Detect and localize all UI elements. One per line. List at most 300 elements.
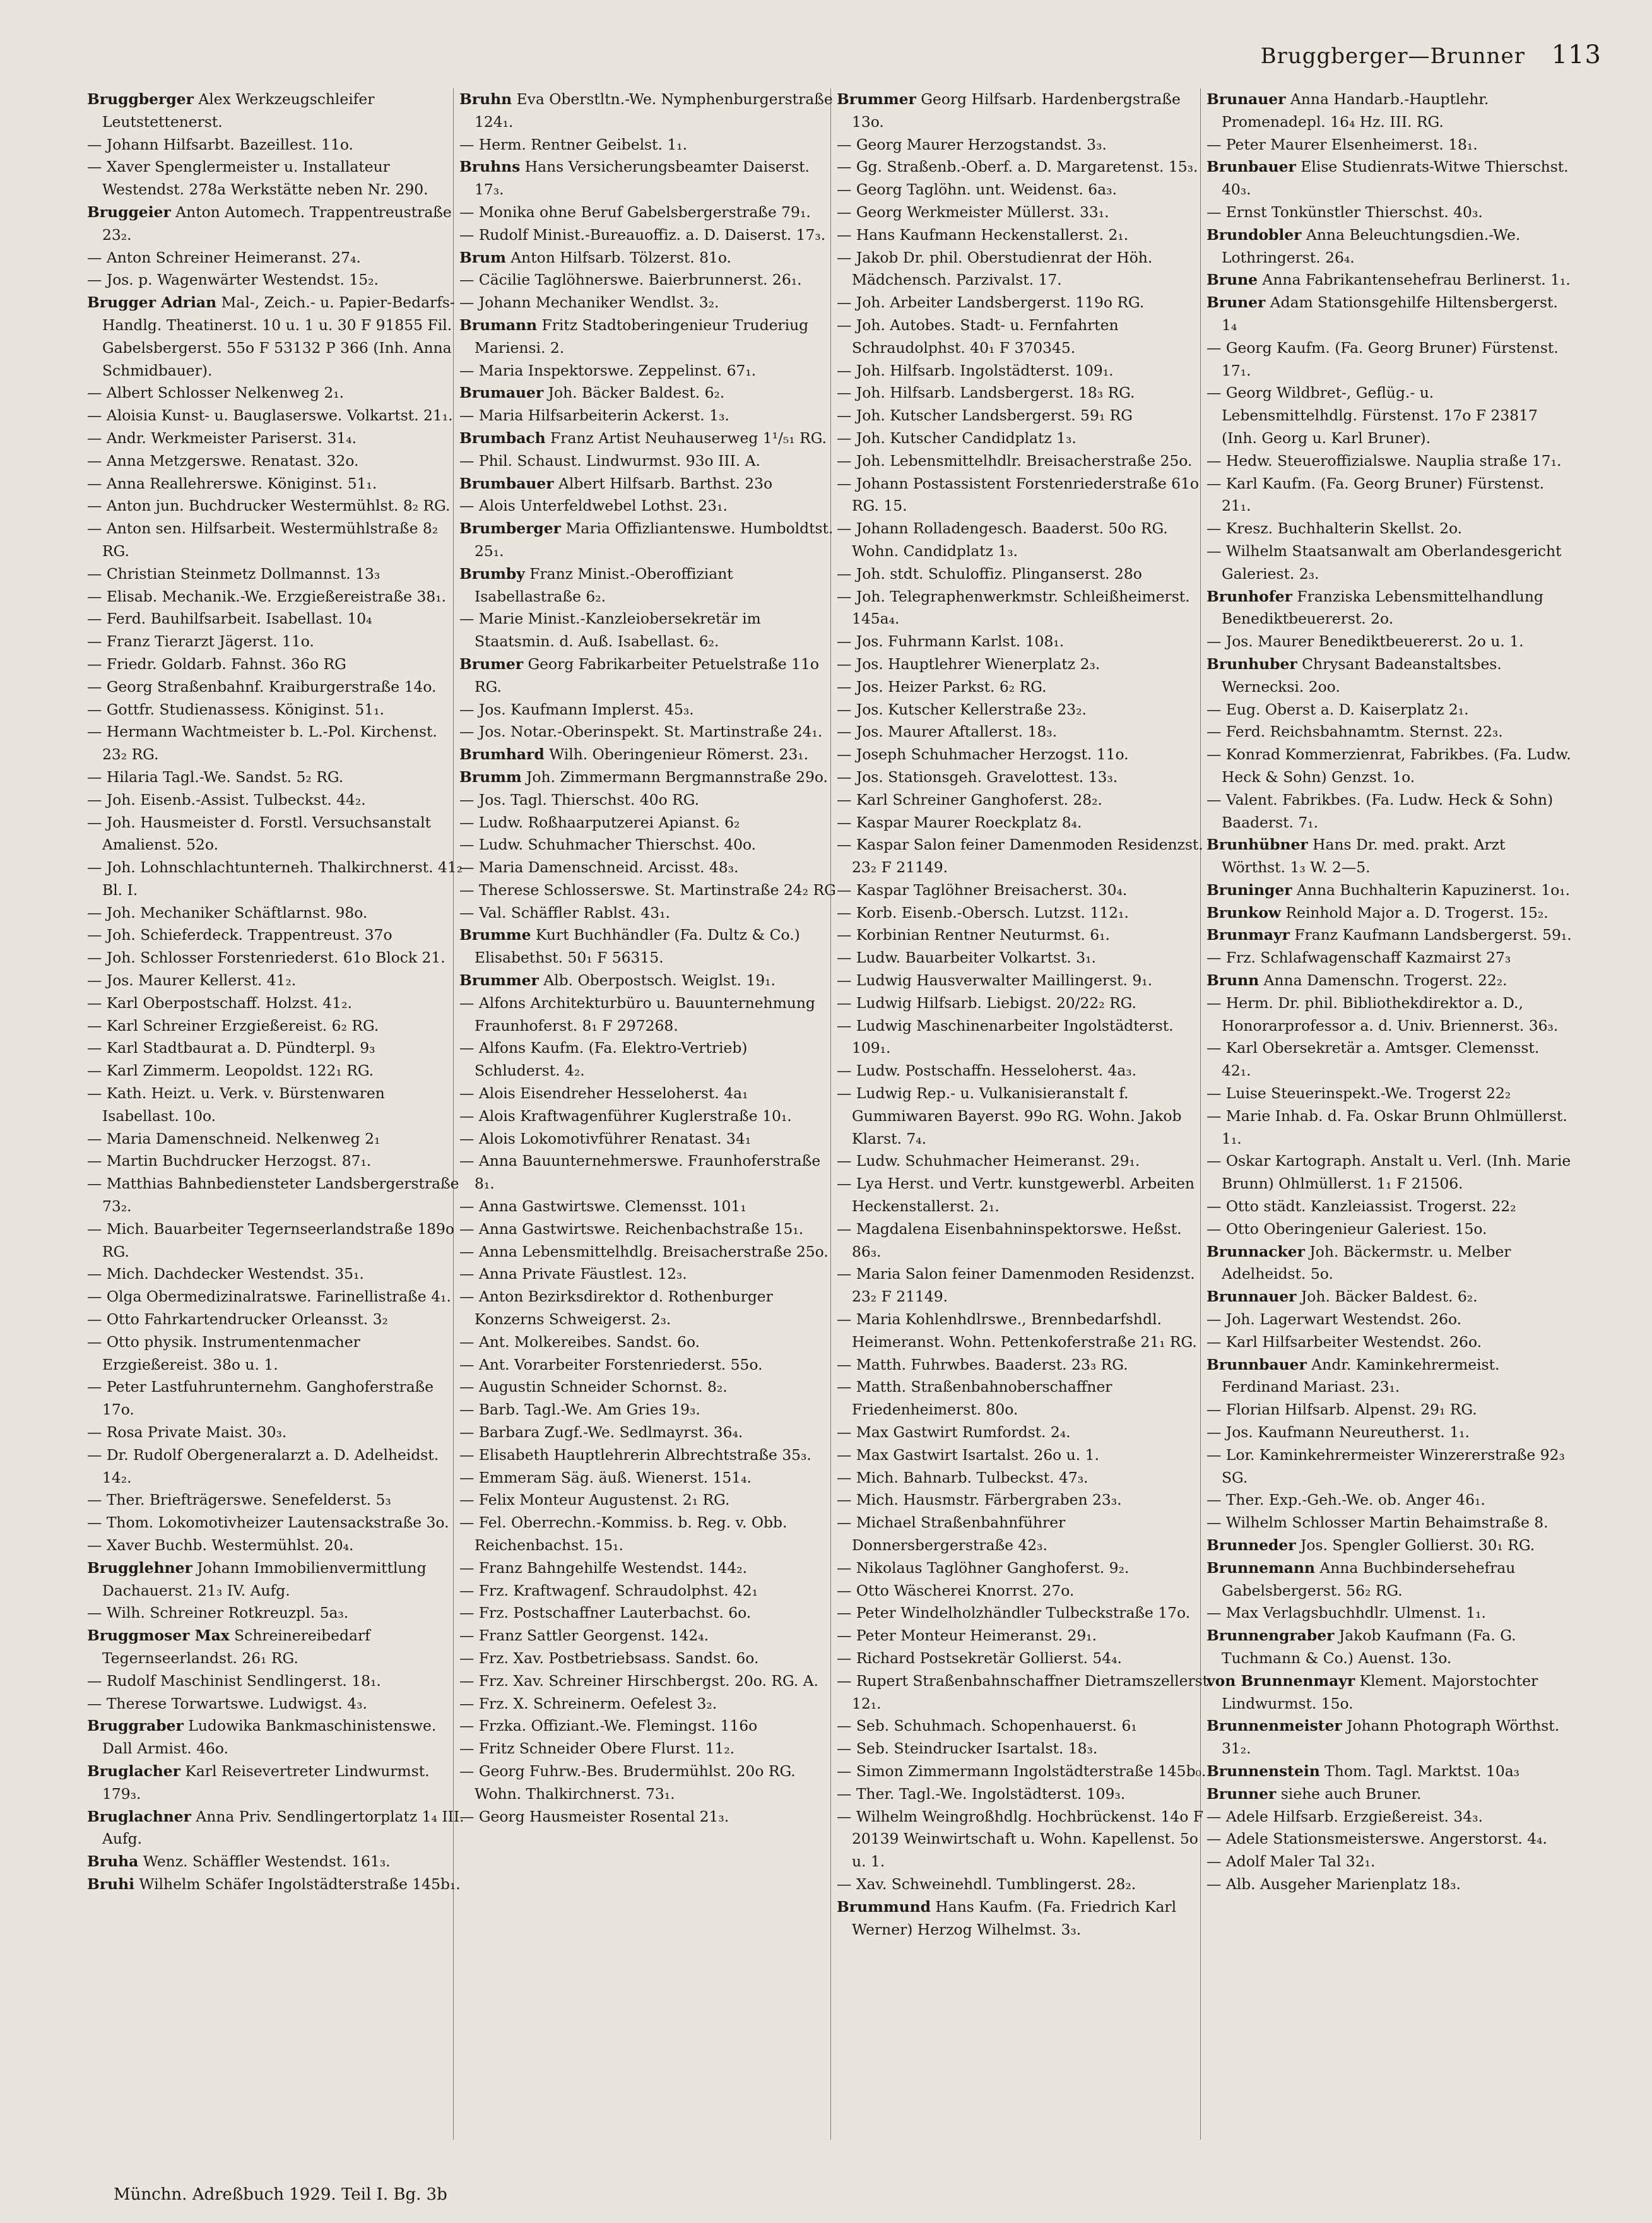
directory-entry: [459, 473, 837, 495]
entry-text: — Elisab. Mechanik.-We. Erzgießereistraße 38₁.: [87, 587, 447, 605]
directory-entry: [87, 1060, 464, 1082]
entry-text: Anna Priv. Sendlingertorplatz 1₄ III. Aufg.: [102, 1807, 464, 1848]
entry-surname: Brunnengraber: [1207, 1627, 1335, 1645]
directory-entry: [87, 721, 464, 766]
directory-entry: [459, 518, 837, 563]
entry-text: — Herm. Rentner Geibelst. 1₁.: [459, 135, 688, 153]
entry-text: Anna Beleuchtungsdien.-We. Lothringerst. 26₄.: [1222, 225, 1521, 266]
directory-entry: [87, 1421, 464, 1444]
directory-entry: [459, 201, 837, 224]
entry-surname: Brumberger: [459, 519, 561, 538]
entry-text: Maria Offizliantenswe. Humboldtst. 25₁.: [475, 519, 834, 560]
entry-text: — Johann Mechaniker Wendlst. 3₂.: [459, 293, 719, 312]
directory-entry: [837, 699, 1214, 721]
entry-text: — Ludw. Schuhmacher Thierschst. 40o.: [459, 836, 757, 854]
entry-text: Chrysant Badeanstaltsbes. Wernecksi. 2oo.: [1222, 655, 1502, 696]
directory-entry: [837, 1715, 1214, 1738]
directory-entry: [459, 1738, 837, 1760]
entry-text: — Frz. X. Schreinerm. Oefelest 3₂.: [459, 1694, 717, 1712]
directory-entry: [1207, 337, 1572, 382]
column-1: [87, 88, 464, 1896]
entry-text: Joh. Bäcker Baldest. 6₂.: [543, 384, 725, 402]
directory-entry: [459, 1760, 837, 1806]
entry-text: — Ludw. Postschaffn. Hesseloherst. 4a₃.: [837, 1062, 1137, 1080]
entry-text: Adam Stationsgehilfe Hiltensbergerst. 1₄: [1222, 293, 1558, 334]
directory-entry: [459, 744, 837, 766]
directory-entry: [837, 1376, 1214, 1421]
entry-text: — Frz. Kraftwagenf. Schraudolphst. 42₁: [459, 1581, 758, 1599]
directory-entry: [1207, 631, 1572, 653]
entry-surname: Bruhns: [459, 158, 521, 176]
entry-text: — Val. Schäffler Rablst. 43₁.: [459, 903, 670, 922]
entry-text: — Lor. Kaminkehrermeister Winzererstraße 92₃ SG.: [1207, 1445, 1565, 1486]
directory-entry: [459, 495, 837, 518]
entry-text: — Ludwig Rep.- u. Vulkanisieranstalt f. Gummiwaren Bayerst. 99o RG. Wohn. Jakob Klarst. 7₄.: [837, 1084, 1182, 1147]
entry-text: — Matth. Fuhrwbes. Baaderst. 23₃ RG.: [837, 1355, 1128, 1373]
directory-entry: [459, 857, 837, 879]
entry-text: — Anna Gastwirtswe. Reichenbachstraße 15₁.: [459, 1219, 804, 1238]
entry-text: — Matthias Bahnbediensteter Landsbergerstraße 73₂.: [87, 1175, 459, 1216]
entry-text: — Joh. Schieferdeck. Trappentreust. 37o: [87, 926, 392, 944]
entry-surname: Brumer: [459, 655, 524, 673]
directory-entry: [87, 1308, 464, 1331]
directory-entry: [87, 1760, 464, 1806]
entry-text: — Adele Hilfsarb. Erzgießereist. 34₃.: [1207, 1807, 1483, 1825]
directory-entry: [837, 1218, 1214, 1264]
directory-entry: [87, 1489, 464, 1512]
directory-entry: [837, 314, 1214, 360]
entry-text: — Xaver Spenglermeister u. Installateur Westendst. 278a Werkstätte neben Nr. 290.: [87, 158, 428, 199]
entry-surname: Bruglacher: [87, 1762, 180, 1780]
entry-text: — Ther. Tagl.-We. Ingolstädterst. 109₃.: [837, 1784, 1126, 1803]
directory-entry: [1207, 88, 1572, 134]
directory-entry: [837, 292, 1214, 314]
entry-text: — Ferd. Bauhilfsarbeit. Isabellast. 10₄: [87, 610, 372, 628]
directory-entry: [837, 1602, 1214, 1625]
directory-entry: [1207, 879, 1572, 902]
directory-entry: [87, 427, 464, 450]
directory-entry: [459, 789, 837, 812]
entry-surname: von Brunnenmayr: [1207, 1671, 1355, 1690]
entry-text: — Maria Hilfsarbeiterin Ackerst. 1₃.: [459, 406, 729, 425]
directory-entry: [837, 969, 1214, 992]
directory-entry: [459, 1150, 837, 1195]
directory-entry: [459, 1218, 837, 1241]
directory-entry: [1207, 1421, 1572, 1444]
entry-text: — Wilhelm Schlosser Martin Behaimstraße 8.: [1207, 1514, 1549, 1532]
entry-text: — Georg Maurer Herzogstandst. 3₃.: [837, 135, 1107, 153]
entry-text: — Gg. Straßenb.-Oberf. a. D. Margaretenst. 15₃.: [837, 158, 1198, 176]
directory-entry: [459, 1376, 837, 1399]
directory-entry: [87, 88, 464, 134]
entry-text: — Otto städt. Kanzleiassist. Trogerst. 22₂: [1207, 1197, 1516, 1216]
directory-entry: [87, 201, 464, 247]
entry-text: Anna Handarb.-Hauptlehr. Promenadepl. 16₄ Hz. III. RG.: [1222, 90, 1489, 131]
entry-text: — Max Verlagsbuchhdlr. Ulmenst. 1₁.: [1207, 1604, 1486, 1622]
entry-text: — Joh. Telegraphenwerkmstr. Schleißheimerst. 145a₄.: [837, 587, 1190, 628]
entry-text: — Mich. Bahnarb. Tulbeckst. 47₃.: [837, 1468, 1089, 1486]
entry-text: — Anton Schreiner Heimeranst. 27₄.: [87, 248, 361, 266]
entry-text: — Ludwig Maschinenarbeiter Ingolstädterst. 109₁.: [837, 1016, 1174, 1057]
entry-text: Thom. Tagl. Marktst. 10a₃: [1319, 1762, 1520, 1780]
entry-text: — Oskar Kartograph. Anstalt u. Verl. (Inh. Marie Brunn) Ohlmüllerst. 1₁ F 21506.: [1207, 1152, 1571, 1193]
directory-entry: [459, 812, 837, 834]
directory-entry: [459, 1602, 837, 1625]
directory-entry: [87, 1331, 464, 1377]
entry-text: — Joh. Hilfsarb. Ingolstädterst. 109₁.: [837, 361, 1114, 379]
entry-text: — Peter Maurer Elsenheimerst. 18₁.: [1207, 135, 1478, 153]
directory-entry: [87, 969, 464, 992]
directory-entry: [87, 269, 464, 292]
directory-entry: [459, 608, 837, 653]
entry-text: — Karl Obersekretär a. Amtsger. Clemensst. 42₁.: [1207, 1039, 1540, 1080]
directory-entry: [837, 1150, 1214, 1173]
directory-entry: [837, 1896, 1214, 1941]
entry-text: — Lya Herst. und Vertr. kunstgewerbl. Arbeiten Heckenstallerst. 2₁.: [837, 1175, 1195, 1216]
directory-entry: [459, 653, 837, 699]
entry-text: Karl Reisevertreter Lindwurmst. 179₃.: [102, 1762, 430, 1803]
directory-entry: [837, 473, 1214, 518]
entry-text: Fritz Stadtoberingenieur Truderiug Mariensi. 2.: [475, 316, 809, 357]
directory-entry: [1207, 1602, 1572, 1625]
entry-text: — Wilh. Schreiner Rotkreuzpl. 5a₃.: [87, 1604, 349, 1622]
directory-entry: [1207, 156, 1572, 201]
entry-text: — Ernst Tonkünstler Thierschst. 40₃.: [1207, 203, 1483, 221]
directory-entry: [459, 292, 837, 314]
directory-entry: [87, 608, 464, 631]
entry-text: Kurt Buchhändler (Fa. Dultz & Co.) Elisabethst. 50₁ F 56315.: [475, 926, 800, 967]
entry-surname: Bruninger: [1207, 880, 1292, 899]
entry-text: — Florian Hilfsarb. Alpenst. 29₁ RG.: [1207, 1401, 1477, 1419]
entry-surname: Brunmayr: [1207, 926, 1290, 944]
entry-text: — Wilhelm Weingroßhdlg. Hochbrückenst. 14o F 20139 Weinwirtschaft u. Wohn. Kapellenst. 5o u. 1.: [837, 1807, 1203, 1871]
page-footer: Münchn. Adreßbuch 1929. Teil I. Bg. 3b: [114, 2185, 447, 2204]
directory-entry: [459, 360, 837, 382]
entry-text: — Rosa Private Maist. 30₃.: [87, 1423, 287, 1442]
entry-text: — Barbara Zugf.-We. Sedlmayrst. 36₄.: [459, 1423, 743, 1442]
entry-text: — Ludw. Schuhmacher Heimeranst. 29₁.: [837, 1152, 1140, 1170]
directory-entry: [87, 1263, 464, 1286]
entry-text: — Magdalena Eisenbahninspektorswe. Heßst. 86₃.: [837, 1219, 1182, 1260]
directory-entry: [87, 450, 464, 473]
entry-text: Franziska Lebensmittelhandlung Benediktbeuererst. 2o.: [1222, 587, 1543, 628]
entry-text: — Andr. Werkmeister Pariserst. 31₄.: [87, 429, 357, 447]
entry-text: — Monika ohne Beruf Gabelsbergerstraße 79₁.: [459, 203, 811, 221]
directory-entry: [459, 88, 837, 134]
directory-entry: [87, 1376, 464, 1421]
entry-text: — Adele Stationsmeisterswe. Angerstorst. 4₄.: [1207, 1830, 1547, 1848]
directory-entry: [459, 156, 837, 201]
entry-surname: Bruha: [87, 1852, 139, 1871]
entry-text: — Rudolf Maschinist Sendlingerst. 18₁.: [87, 1671, 381, 1690]
entry-text: — Maria Salon feiner Damenmoden Residenzst. 23₂ F 21149.: [837, 1265, 1195, 1306]
entry-text: — Kaspar Maurer Roeckplatz 8₄.: [837, 813, 1082, 831]
directory-entry: [459, 902, 837, 925]
directory-entry: [1207, 1557, 1572, 1603]
directory-entry: [87, 1806, 464, 1851]
directory-entry: [1207, 1489, 1572, 1512]
entry-text: — Richard Postsekretär Gollierst. 54₄.: [837, 1649, 1122, 1667]
entry-text: — Christian Steinmetz Dollmannst. 13₃: [87, 564, 381, 583]
entry-text: Anna Buchhalterin Kapuzinerst. 1o₁.: [1292, 880, 1571, 899]
directory-entry: [1207, 518, 1572, 540]
directory-entry: [459, 1444, 837, 1467]
directory-entry: [837, 1670, 1214, 1716]
directory-entry: [87, 992, 464, 1015]
directory-entry: [87, 473, 464, 495]
directory-entry: [459, 1806, 837, 1829]
entry-text: — Otto physik. Instrumentenmacher Erzgießereist. 38o u. 1.: [87, 1332, 360, 1373]
entry-text: — Ludw. Roßhaarputzerei Apianst. 6₂: [459, 813, 740, 831]
directory-entry: [1207, 1082, 1572, 1105]
directory-entry: [87, 924, 464, 947]
entry-text: Wilh. Oberingenieur Römerst. 23₁.: [544, 745, 809, 764]
entry-surname: Bruggmoser Max: [87, 1627, 230, 1645]
directory-entry: [459, 1489, 837, 1512]
entry-text: Andr. Kaminkehrermeist. Ferdinand Mariast. 23₁.: [1222, 1355, 1500, 1396]
entry-text: — Seb. Schuhmach. Schopenhauerst. 6₁: [837, 1717, 1137, 1735]
directory-entry: [87, 789, 464, 812]
entry-surname: Brunnauer: [1207, 1288, 1297, 1306]
entry-text: — Anna Gastwirtswe. Clemensst. 101₁: [459, 1197, 746, 1216]
directory-entry: [87, 1128, 464, 1151]
entry-text: — Aloisia Kunst- u. Bauglaserswe. Volkartst. 21₁.: [87, 406, 453, 425]
entry-surname: Brunkow: [1207, 903, 1282, 922]
directory-entry: [87, 1218, 464, 1264]
entry-surname: Brunneder: [1207, 1536, 1296, 1554]
entry-text: — Ludw. Bauarbeiter Volkartst. 3₁.: [837, 949, 1096, 967]
directory-entry: [1207, 992, 1572, 1038]
directory-entry: [87, 631, 464, 653]
directory-entry: [1207, 902, 1572, 925]
entry-text: — Jos. Maurer Aftallerst. 18₃.: [837, 723, 1058, 741]
directory-entry: [87, 292, 464, 382]
directory-entry: [837, 676, 1214, 699]
entry-text: — Jos. Tagl. Thierschst. 40o RG.: [459, 790, 700, 809]
entry-surname: Brunhuber: [1207, 655, 1297, 673]
entry-text: — Joh. Lohnschlachtunterneh. Thalkirchnerst. 41₂ Bl. I.: [87, 858, 463, 899]
entry-text: — Georg Straßenbahnf. Kraiburgerstraße 14o.: [87, 677, 437, 696]
entry-text: — Jos. Maurer Kellerst. 41₂.: [87, 971, 297, 990]
entry-text: — Alois Lokomotivführer Renatast. 34₁: [459, 1129, 752, 1147]
entry-text: — Alois Unterfeldwebel Lothst. 23₁.: [459, 497, 728, 515]
entry-text: — Otto Fahrkartendrucker Orleansst. 3₂: [87, 1310, 388, 1329]
directory-entry: [459, 1037, 837, 1082]
entry-text: — Joh. Hilfsarb. Landsbergerst. 18₃ RG.: [837, 384, 1135, 402]
entry-surname: Brunner: [1207, 1784, 1277, 1803]
directory-entry: [87, 1873, 464, 1896]
directory-entry: [459, 269, 837, 292]
entry-surname: Brummund: [837, 1897, 931, 1916]
directory-entry: [837, 789, 1214, 812]
entry-text: — Otto Wäscherei Knorrst. 27o.: [837, 1581, 1075, 1599]
entry-surname: Brunhübner: [1207, 836, 1308, 854]
entry-text: siehe auch Bruner.: [1276, 1784, 1422, 1803]
directory-entry: [87, 1173, 464, 1218]
entry-surname: Brunhofer: [1207, 587, 1292, 605]
entry-text: — Gottfr. Studienassess. Königinst. 51₁.: [87, 700, 384, 718]
directory-entry: [1207, 134, 1572, 157]
entry-text: — Albert Schlosser Nelkenweg 2₁.: [87, 384, 345, 402]
directory-entry: [459, 1625, 837, 1647]
directory-entry: [837, 1060, 1214, 1082]
directory-entry: [87, 812, 464, 857]
directory-entry: [1207, 699, 1572, 721]
entry-surname: Brumme: [459, 926, 531, 944]
entry-text: — Peter Monteur Heimeranst. 29₁.: [837, 1627, 1097, 1645]
directory-entry: [837, 518, 1214, 563]
entry-text: — Fel. Oberrechn.-Kommiss. b. Reg. v. Obb. Reichenbachst. 15₁.: [459, 1514, 788, 1554]
entry-text: — Max Gastwirt Isartalst. 26o u. 1.: [837, 1445, 1099, 1464]
directory-entry: [837, 563, 1214, 586]
entry-text: Klement. Majorstochter Lindwurmst. 15o.: [1222, 1671, 1538, 1712]
entry-text: — Johann Rolladengesch. Baaderst. 50o RG. Wohn. Candidplatz 1₃.: [837, 519, 1168, 560]
entry-surname: Brummer: [837, 90, 916, 108]
directory-entry: [1207, 224, 1572, 270]
directory-entry: [1207, 1715, 1572, 1760]
entry-text: Mal-, Zeich.- u. Papier-Bedarfs-Handlg. Theatinerst. 10 u. 1 u. 30 F 91855 Fil. Gabelsbergerst. 55o F 53132 P 366 (Inh. Anna Schmidbauer).: [102, 293, 455, 379]
directory-entry: [459, 721, 837, 744]
directory-entry: [459, 699, 837, 721]
entry-text: — Emmeram Säg. äuß. Wienerst. 151₄.: [459, 1468, 752, 1486]
entry-text: Eva Oberstltn.-We. Nymphenburgerstraße 124₁.: [475, 90, 833, 131]
directory-entry: [1207, 1851, 1572, 1873]
entry-text: — Wilhelm Staatsanwalt am Oberlandesgericht Galeriest. 2₃.: [1207, 542, 1562, 583]
entry-text: — Korb. Eisenb.-Obersch. Lutzst. 112₁.: [837, 903, 1129, 922]
directory-entry: [1207, 1625, 1572, 1670]
entry-text: — Karl Hilfsarbeiter Westendst. 26o.: [1207, 1332, 1482, 1351]
entry-text: — Maria Damenschneid. Nelkenweg 2₁: [87, 1129, 381, 1147]
entry-text: Albert Hilfsarb. Barthst. 23o: [553, 474, 773, 492]
entry-text: Johann Photograph Wörthst. 31₂.: [1222, 1717, 1560, 1758]
directory-entry: [837, 924, 1214, 947]
directory-entry: [459, 1082, 837, 1105]
directory-entry: [459, 224, 837, 247]
entry-surname: Bruhi: [87, 1875, 134, 1893]
entry-text: — Alois Eisendreher Hesseloherst. 4a₁: [459, 1084, 748, 1103]
entry-text: — Frz. Xav. Schreiner Hirschbergst. 20o. RG. A.: [459, 1671, 818, 1690]
entry-text: — Kath. Heizt. u. Verk. v. Bürstenwaren Isabellast. 10o.: [87, 1084, 385, 1125]
entry-surname: Brunnenstein: [1207, 1762, 1320, 1780]
directory-entry: [459, 1241, 837, 1264]
directory-entry: [459, 1693, 837, 1716]
entry-text: — Cäcilie Taglöhnerswe. Baierbrunnerst. 26₁.: [459, 271, 802, 289]
directory-entry: [1207, 1783, 1572, 1806]
directory-entry: [1207, 1218, 1572, 1241]
directory-entry: [1207, 1286, 1572, 1308]
column-4: [1207, 88, 1572, 1896]
directory-entry: [459, 766, 837, 789]
entry-text: Johann Immobilienvermittlung Dachauerst. 21₃ IV. Aufg.: [102, 1558, 427, 1599]
entry-text: — Joseph Schuhmacher Herzogst. 11o.: [837, 745, 1129, 764]
entry-surname: Brunauer: [1207, 90, 1286, 108]
directory-entry: [87, 1150, 464, 1173]
directory-entry: [87, 1557, 464, 1603]
entry-text: — Alfons Kaufm. (Fa. Elektro-Vertrieb) Schluderst. 4₂.: [459, 1039, 748, 1080]
directory-entry: [837, 1263, 1214, 1308]
entry-text: — Ant. Vorarbeiter Forstenriederst. 55o.: [459, 1355, 763, 1373]
directory-entry: [837, 224, 1214, 247]
entry-surname: Brum: [459, 248, 506, 266]
entry-text: — Joh. Hausmeister d. Forstl. Versuchsanstalt Amalienst. 52o.: [87, 813, 432, 854]
entry-text: Joh. Bäcker Baldest. 6₂.: [1296, 1288, 1478, 1306]
directory-entry: [837, 179, 1214, 201]
directory-entry: [837, 1557, 1214, 1580]
entry-text: — Jos. Maurer Benediktbeuererst. 2o u. 1.: [1207, 632, 1524, 651]
directory-entry: [87, 156, 464, 201]
page-number: 113: [1551, 40, 1602, 69]
entry-text: — Anna Private Fäustlest. 12₃.: [459, 1265, 687, 1283]
entry-surname: Brumauer: [459, 384, 544, 402]
entry-surname: Bruhn: [459, 90, 512, 108]
directory-entry: [1207, 1828, 1572, 1851]
entry-text: — Valent. Fabrikbes. (Fa. Ludw. Heck & Sohn) Baaderst. 7₁.: [1207, 790, 1554, 831]
entry-text: — Marie Inhab. d. Fa. Oskar Brunn Ohlmüllerst. 1₁.: [1207, 1106, 1567, 1147]
directory-entry: [87, 676, 464, 699]
directory-entry: [837, 1173, 1214, 1218]
entry-text: — Felix Monteur Augustenst. 2₁ RG.: [459, 1491, 730, 1509]
directory-entry: [1207, 744, 1572, 789]
column-3: [837, 88, 1214, 1941]
directory-entry: [837, 1738, 1214, 1760]
entry-text: Joh. Zimmermann Bergmannstraße 29o.: [521, 768, 828, 786]
entry-text: — Joh. Lebensmittelhdlr. Breisacherstraße 25o.: [837, 451, 1193, 470]
directory-entry: [459, 1286, 837, 1331]
entry-surname: Brunnemann: [1207, 1558, 1315, 1577]
directory-entry: [459, 1195, 837, 1218]
entry-text: — Xav. Schweinehdl. Tumblingerst. 28₂.: [837, 1875, 1136, 1893]
entry-text: — Karl Zimmerm. Leopoldst. 122₁ RG.: [87, 1062, 374, 1080]
directory-entry: [459, 1128, 837, 1151]
directory-entry: [1207, 1354, 1572, 1399]
directory-entry: [87, 1082, 464, 1128]
entry-text: — Georg Hausmeister Rosental 21₃.: [459, 1807, 729, 1825]
entry-text: Franz Minist.-Oberoffiziant Isabellastraße 6₂.: [475, 564, 733, 605]
entry-text: — Kresz. Buchhalterin Skellst. 2o.: [1207, 519, 1463, 538]
entry-text: — Jos. Notar.-Oberinspekt. St. Martinstraße 24₁.: [459, 723, 823, 741]
entry-text: — Joh. stdt. Schuloffiz. Plinganserst. 28o: [837, 564, 1142, 583]
entry-text: — Fritz Schneider Obere Flurst. 11₂.: [459, 1740, 735, 1758]
entry-surname: Brumm: [459, 768, 522, 786]
entry-text: — Hilaria Tagl.-We. Sandst. 5₂ RG.: [87, 768, 344, 786]
entry-text: — Georg Taglöhn. unt. Weidenst. 6a₃.: [837, 181, 1117, 199]
directory-entry: [87, 1534, 464, 1557]
entry-text: — Friedr. Goldarb. Fahnst. 36o RG: [87, 655, 346, 673]
entry-text: — Maria Inspektorswe. Zeppelinst. 67₁.: [459, 361, 757, 379]
entry-text: Anton Automech. Trappentreustraße 23₂.: [102, 203, 452, 244]
entry-text: — Jos. Kaufmann Neureutherst. 1₁.: [1207, 1423, 1470, 1442]
directory-entry: [87, 1444, 464, 1490]
directory-entry: [1207, 1105, 1572, 1151]
entry-text: — Kaspar Salon feiner Damenmoden Residenzst. 23₂ F 21149.: [837, 836, 1203, 877]
directory-entry: [1207, 947, 1572, 969]
directory-entry: [837, 1467, 1214, 1490]
entry-text: — Peter Lastfuhrunternehm. Ganghoferstraße 17o.: [87, 1378, 434, 1419]
directory-entry: [1207, 382, 1572, 449]
entry-surname: Bruggraber: [87, 1717, 184, 1735]
directory-entry: [87, 1851, 464, 1873]
directory-entry: [837, 1421, 1214, 1444]
entry-text: — Anna Metzgerswe. Renatast. 32o.: [87, 451, 359, 470]
entry-text: — Joh. Lagerwart Westendst. 26o.: [1207, 1310, 1462, 1329]
directory-entry: [1207, 586, 1572, 631]
entry-text: Anton Hilfsarb. Tölzerst. 81o.: [505, 248, 731, 266]
directory-entry: [87, 1512, 464, 1534]
directory-entry: [837, 812, 1214, 834]
directory-entry: [87, 134, 464, 157]
entry-text: Wenz. Schäffler Westendst. 161₃.: [138, 1852, 391, 1871]
entry-text: — Phil. Schaust. Lindwurmst. 93o III. A.: [459, 451, 760, 470]
